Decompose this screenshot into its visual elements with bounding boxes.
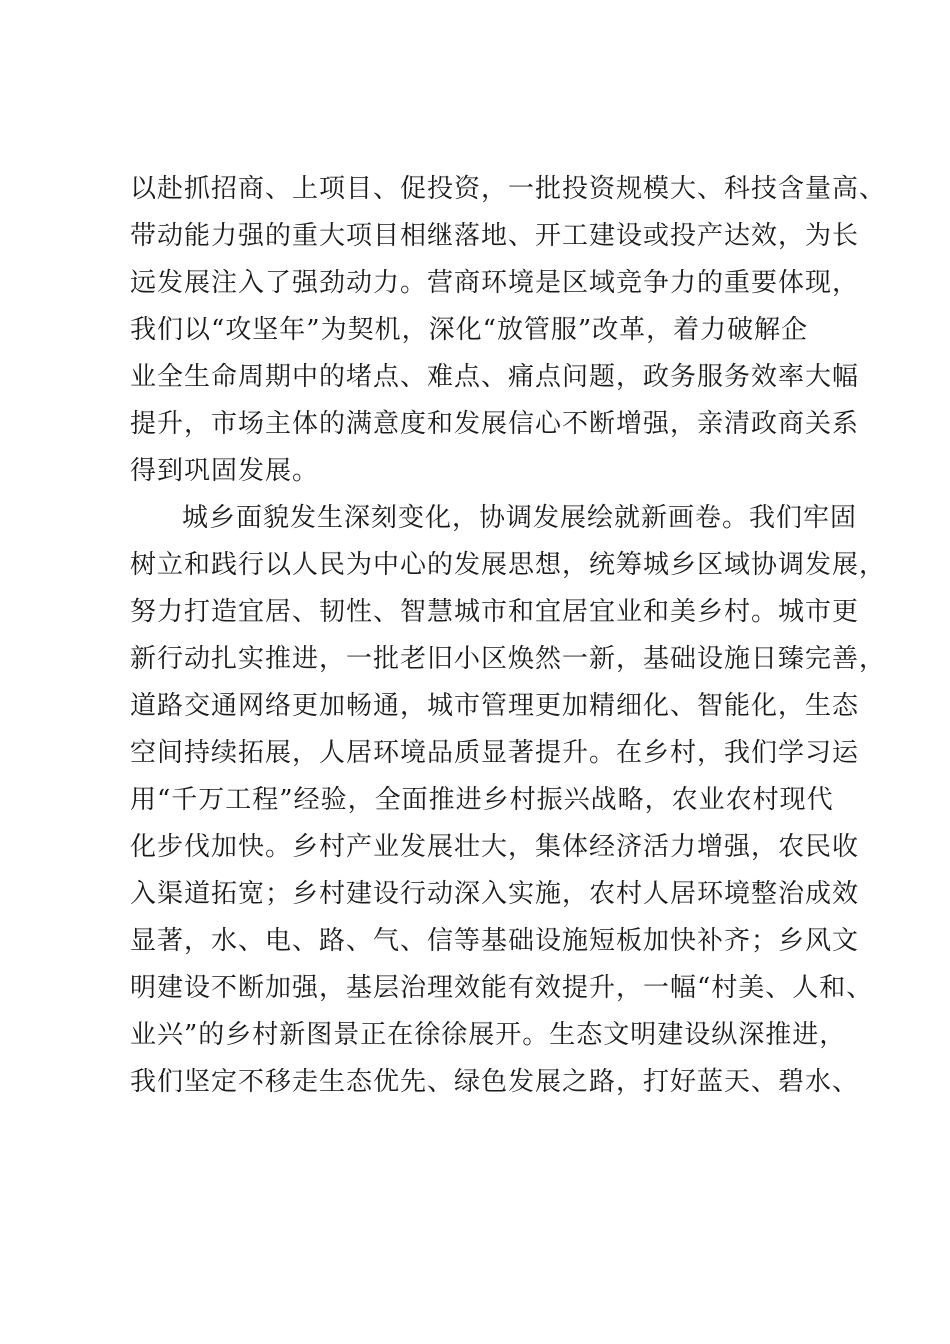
body-text: [130, 166, 887, 1106]
text-line: 努力打造宜居、韧性、智慧城市和宜居宜业和美乡村。城市更: [130, 597, 860, 627]
text-line: 新行动扎实推进，一批老旧小区焕然一新，基础设施日臻完善，: [130, 644, 887, 674]
paragraph-2: [130, 495, 887, 1106]
text-line: 树立和践行以人民为中心的发展思想，统筹城乡区域协调发展，: [130, 550, 887, 580]
text-line: 我们以“攻坚年”为契机，深化“放管服”改革，着力破解企: [130, 315, 809, 345]
text-line: 明建设不断加强，基层治理效能有效提升，一幅“村美、人和、: [130, 973, 874, 1003]
text-line: 道路交通网络更加畅通，城市管理更加精细化、智能化，生态: [130, 691, 860, 721]
text-line: 显著，水、电、路、气、信等基础设施短板加快补齐；乡风文: [130, 926, 860, 956]
text-line: 业兴”的乡村新图景正在徐徐展开。生态文明建设纵深推进，: [130, 1020, 847, 1050]
text-line: 带动能力强的重大项目相继落地、开工建设或投产达效，为长: [130, 221, 860, 251]
text-line: 提升，市场主体的满意度和发展信心不断增强，亲清政商关系: [130, 409, 860, 439]
text-line: 远发展注入了强劲动力。营商环境是区域竞争力的重要体现，: [130, 268, 860, 298]
text-line: 以赴抓招商、上项目、促投资，一批投资规模大、科技含量高、: [130, 174, 887, 204]
text-line: 空间持续拓展，人居环境品质显著提升。在乡村，我们学习运: [130, 738, 860, 768]
text-line: 我们坚定不移走生态优先、绿色发展之路，打好蓝天、碧水、: [130, 1067, 860, 1097]
text-line: 用“千万工程”经验，全面推进乡村振兴战略，农业农村现代: [130, 785, 834, 815]
paragraph-1: [130, 166, 887, 495]
text-line: 化步伐加快。乡村产业发展壮大，集体经济活力增强，农民收: [130, 832, 860, 862]
text-line: 业全生命周期中的堵点、难点、痛点问题，政务服务效率大幅: [130, 362, 860, 392]
text-line: 入渠道拓宽；乡村建设行动深入实施，农村人居环境整治成效: [130, 879, 860, 909]
text-line: 得到巩固发展。: [130, 456, 320, 486]
text-line: 城乡面貌发生深刻变化，协调发展绘就新画卷。我们牢固: [182, 503, 858, 533]
